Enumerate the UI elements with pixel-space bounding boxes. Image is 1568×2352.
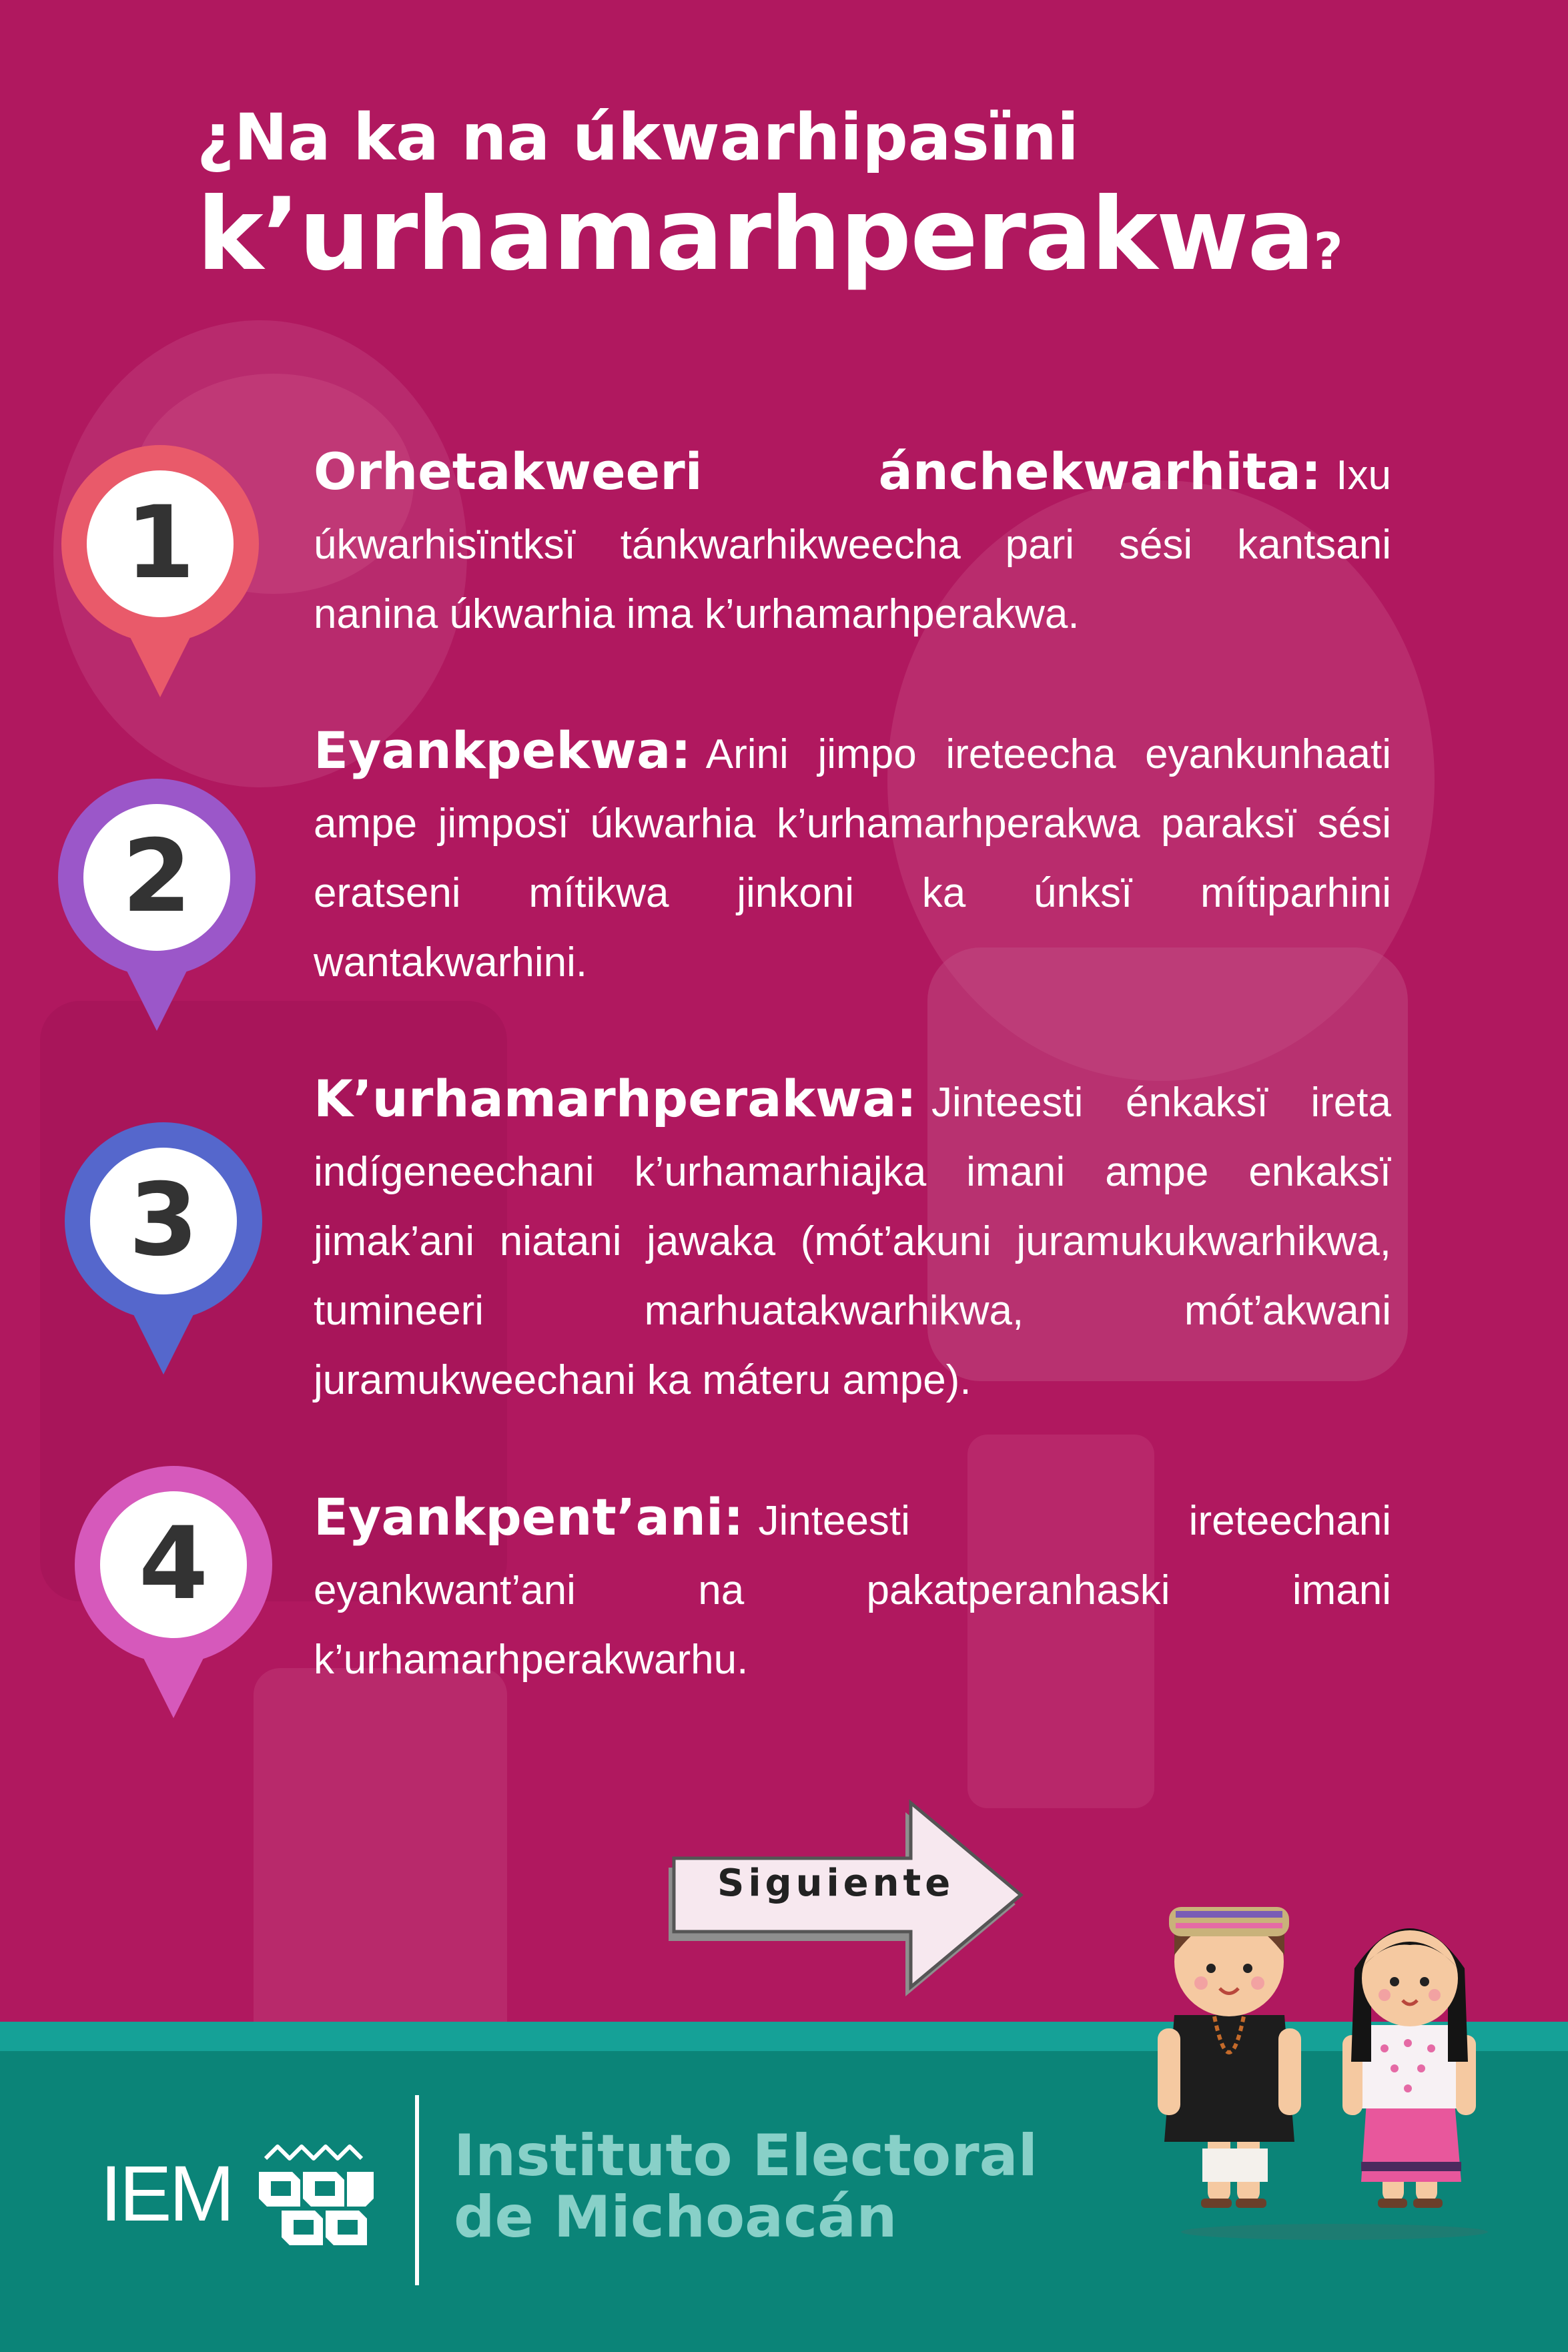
- step-2-text: Arini jimpo ireteecha eyankunhaati ampe jimposï úkwarhia k’urhamarhperakwa paraksï sési eratseni mítikwa jinkoni ka únksï mítiparhini wantakwarhini.: [314, 731, 1391, 986]
- step-4-text: Jinteesti ireteechani eyankwant’ani na pakatperanhaski imani k’urhamarhperakwarhu.: [314, 1498, 1391, 1683]
- title-line-1: ¿Na ka na úkwarhipasïni: [197, 100, 1079, 175]
- ballot-boxes-icon: [252, 2132, 379, 2252]
- step-3-text: Jinteesti énkaksï ireta indígeneechani k’urhamarhiajka imani ampe enkaksï jimak’ani niatani jawaka (mót’akuni juramukukwarhikwa, tumineeri marhuatakwarhikwa, mót’akwani juramukweechani ka máteru ampe).: [314, 1080, 1391, 1403]
- step-4-number-pin-icon: [73, 1465, 274, 1725]
- step-3-number: 3: [128, 1162, 199, 1278]
- iem-logo-text: IEM: [100, 2150, 232, 2238]
- step-1-number: 1: [125, 485, 195, 601]
- step-3-number-pin-icon: [63, 1121, 264, 1381]
- siguiente-label: Siguiente: [717, 1862, 955, 1905]
- step-1-text: Ixu úkwarhisïntksï tánkwarhikweecha pari sési kantsani nanina úkwarhia ima k’urhamarhperakwa.: [314, 452, 1391, 637]
- step-1-number-pin-icon: [60, 444, 260, 704]
- footer-divider: [415, 2095, 419, 2285]
- step-2-label: Eyankpekwa:: [314, 721, 691, 780]
- title-question-mark: ?: [1313, 222, 1342, 281]
- step-2-number-pin-icon: [57, 777, 257, 1038]
- title-word: k’urhamarhperakwa: [197, 177, 1314, 293]
- iem-logo: [100, 2125, 380, 2245]
- institution-name: [454, 2122, 1038, 2251]
- step-2: [314, 716, 1391, 998]
- siguiente-arrow-button[interactable]: [661, 1788, 1034, 2002]
- title-line-2: [197, 177, 1342, 293]
- step-3: [314, 1064, 1391, 1415]
- step-2-number: 2: [121, 819, 192, 935]
- indigenous-children-illustration: [1154, 1868, 1515, 2242]
- step-3-label: K’urhamarhperakwa:: [314, 1069, 917, 1128]
- step-4: [314, 1483, 1391, 1695]
- step-1-label: Orhetakweeri ánchekwarhita:: [314, 442, 1322, 501]
- step-4-label: Eyankpent’ani:: [314, 1487, 744, 1547]
- institution-line-2: de Michoacán: [454, 2184, 897, 2251]
- girl-figure: [1342, 1928, 1476, 2208]
- institution-line-1: Instituto Electoral: [454, 2122, 1038, 2189]
- step-4-number: 4: [138, 1506, 209, 1622]
- step-1: [314, 437, 1391, 649]
- boy-figure: [1158, 1907, 1301, 2208]
